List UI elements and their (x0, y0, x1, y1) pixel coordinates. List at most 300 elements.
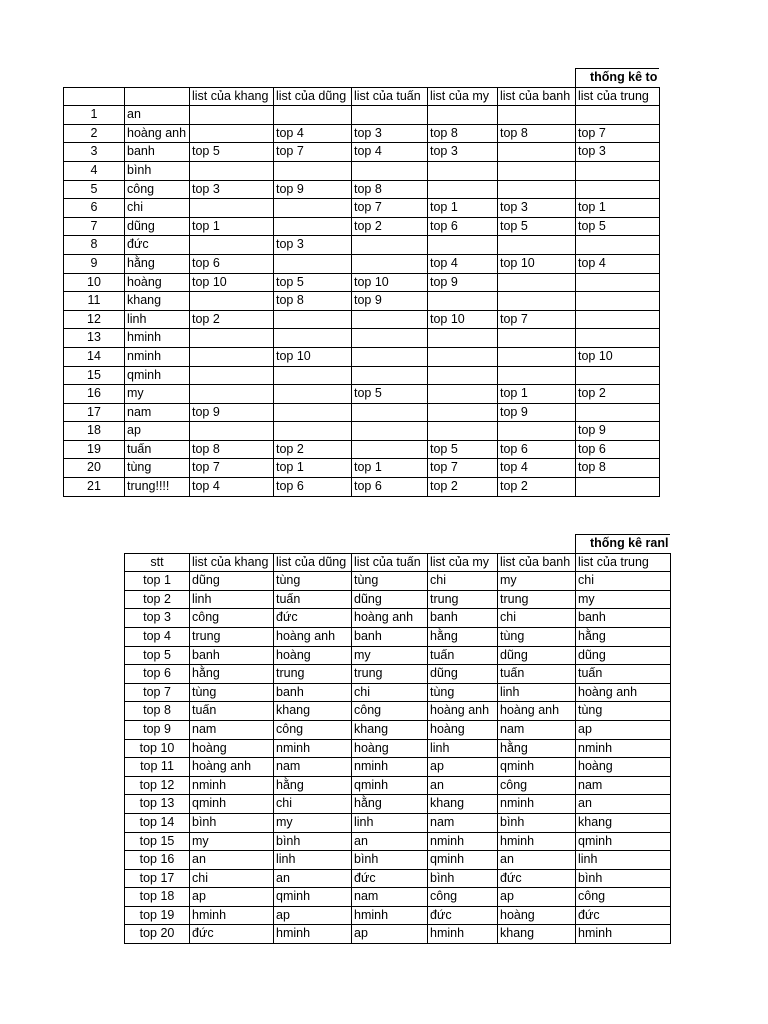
ranked-name: bình (428, 869, 498, 888)
person-name: bình (125, 161, 190, 180)
rank-label: top 12 (125, 776, 190, 795)
table-row (64, 385, 660, 404)
ranked-name: trung (274, 665, 352, 684)
rank-cell (274, 254, 352, 273)
row-number: 18 (64, 422, 125, 441)
rank-label: top 4 (125, 627, 190, 646)
rank-cell (352, 329, 428, 348)
ranked-name: nam (274, 758, 352, 777)
ranked-name: trung (352, 665, 428, 684)
row-number: 9 (64, 254, 125, 273)
person-name: tuấn (125, 440, 190, 459)
ranked-name: đức (428, 906, 498, 925)
ranking-table (124, 534, 671, 944)
rank-cell (576, 329, 660, 348)
ranked-name: hoàng (352, 739, 428, 758)
rank-cell (498, 366, 576, 385)
column-header: list của tuấn (352, 553, 428, 572)
ranked-name: ap (576, 720, 671, 739)
ranked-name: công (274, 720, 352, 739)
rank-label: top 8 (125, 702, 190, 721)
blank-cell (64, 69, 125, 88)
row-number: 2 (64, 124, 125, 143)
rank-label: top 6 (125, 665, 190, 684)
ranked-name: đức (576, 906, 671, 925)
rank-cell: top 7 (428, 459, 498, 478)
ranked-name: hoàng anh (274, 627, 352, 646)
ranked-name: hằng (190, 665, 274, 684)
ranked-name: bình (352, 851, 428, 870)
column-header: list của trung (576, 553, 671, 572)
table-row (64, 310, 660, 329)
rank-cell (190, 422, 274, 441)
blank-cell (274, 535, 352, 554)
row-number: 7 (64, 217, 125, 236)
rank-cell (190, 106, 274, 125)
rank-cell: top 2 (274, 440, 352, 459)
ranked-name: tùng (576, 702, 671, 721)
rank-label: top 1 (125, 572, 190, 591)
ranked-name: dũng (352, 590, 428, 609)
ranked-name: khang (576, 813, 671, 832)
rank-cell (576, 273, 660, 292)
ranked-name: ap (352, 925, 428, 944)
ranked-name: linh (428, 739, 498, 758)
row-number: 17 (64, 403, 125, 422)
person-name: hằng (125, 254, 190, 273)
column-header (125, 87, 190, 106)
person-name: hoàng anh (125, 124, 190, 143)
rank-cell (428, 403, 498, 422)
blank-cell (352, 69, 428, 88)
ranked-name: an (576, 795, 671, 814)
row-number: 6 (64, 199, 125, 218)
rank-label: top 11 (125, 758, 190, 777)
table-row (125, 609, 671, 628)
rank-cell (190, 366, 274, 385)
ranked-name: công (576, 888, 671, 907)
row-number: 11 (64, 292, 125, 311)
ranked-name: chi (274, 795, 352, 814)
rank-cell (190, 292, 274, 311)
row-number: 10 (64, 273, 125, 292)
rank-cell (352, 347, 428, 366)
rank-cell: top 4 (274, 124, 352, 143)
table-row (125, 590, 671, 609)
row-number: 14 (64, 347, 125, 366)
column-header: list của trung (576, 87, 660, 106)
ranked-name: linh (190, 590, 274, 609)
table-row (64, 124, 660, 143)
ranked-name: qminh (352, 776, 428, 795)
rank-cell (274, 422, 352, 441)
table-row (125, 720, 671, 739)
rank-cell: top 2 (190, 310, 274, 329)
row-number: 5 (64, 180, 125, 199)
ranked-name: nam (428, 813, 498, 832)
rank-cell: top 8 (190, 440, 274, 459)
ranked-name: nam (576, 776, 671, 795)
table-row (125, 925, 671, 944)
table-row (125, 683, 671, 702)
ranked-name: đức (274, 609, 352, 628)
ranked-name: khang (274, 702, 352, 721)
row-number: 1 (64, 106, 125, 125)
ranked-name: công (190, 609, 274, 628)
rank-cell (498, 180, 576, 199)
ranked-name: tuấn (274, 590, 352, 609)
ranked-name: ap (498, 888, 576, 907)
rank-cell: top 10 (274, 347, 352, 366)
header-row (64, 87, 660, 106)
ranked-name: nminh (498, 795, 576, 814)
ranked-name: hoàng anh (498, 702, 576, 721)
ranked-name: bình (576, 869, 671, 888)
ranked-name: chi (352, 683, 428, 702)
blank-cell (125, 69, 190, 88)
table-row (64, 143, 660, 162)
rank-cell (190, 236, 274, 255)
ranked-name: my (352, 646, 428, 665)
person-name: banh (125, 143, 190, 162)
rank-cell: top 9 (190, 403, 274, 422)
person-name: an (125, 106, 190, 125)
blank-cell (498, 69, 576, 88)
rank-cell: top 7 (576, 124, 660, 143)
table-row (125, 665, 671, 684)
rank-cell (576, 403, 660, 422)
rank-cell: top 5 (274, 273, 352, 292)
rank-cell: top 5 (190, 143, 274, 162)
rank-cell (352, 161, 428, 180)
rank-cell (428, 366, 498, 385)
ranked-name: linh (498, 683, 576, 702)
table-row (125, 646, 671, 665)
rank-cell (274, 366, 352, 385)
row-number: 19 (64, 440, 125, 459)
table-row (125, 813, 671, 832)
ranked-name: tùng (498, 627, 576, 646)
column-header: list của banh (498, 553, 576, 572)
rank-label: top 19 (125, 906, 190, 925)
rank-cell: top 10 (352, 273, 428, 292)
rank-cell: top 2 (428, 478, 498, 497)
table-row (64, 459, 660, 478)
ranked-name: linh (352, 813, 428, 832)
rank-cell (576, 366, 660, 385)
table-row (64, 236, 660, 255)
table-row (125, 795, 671, 814)
ranked-name: my (190, 832, 274, 851)
ranked-name: dũng (498, 646, 576, 665)
ranked-name: chi (498, 609, 576, 628)
person-name: khang (125, 292, 190, 311)
ranked-name: hminh (576, 925, 671, 944)
ranked-name: nam (352, 888, 428, 907)
ranked-name: banh (190, 646, 274, 665)
rank-cell (498, 292, 576, 311)
rank-cell: top 5 (352, 385, 428, 404)
rank-cell (428, 385, 498, 404)
rank-label: top 17 (125, 869, 190, 888)
column-header: stt (125, 553, 190, 572)
title-row (125, 535, 671, 554)
rank-cell (428, 236, 498, 255)
ranked-name: linh (576, 851, 671, 870)
rank-cell: top 9 (576, 422, 660, 441)
rank-cell: top 10 (428, 310, 498, 329)
person-name: tùng (125, 459, 190, 478)
ranked-name: chi (190, 869, 274, 888)
rank-cell (274, 161, 352, 180)
blank-cell (190, 535, 274, 554)
rank-cell: top 4 (190, 478, 274, 497)
title-row (64, 69, 660, 88)
rank-cell (428, 106, 498, 125)
rank-cell: top 4 (576, 254, 660, 273)
rank-cell: top 3 (498, 199, 576, 218)
ranked-name: tùng (428, 683, 498, 702)
table-row (125, 758, 671, 777)
ranked-name: qminh (576, 832, 671, 851)
rank-cell: top 5 (498, 217, 576, 236)
rank-cell (352, 440, 428, 459)
row-number: 15 (64, 366, 125, 385)
rank-cell (498, 106, 576, 125)
rank-cell (576, 180, 660, 199)
rank-cell: top 1 (352, 459, 428, 478)
rank-cell: top 6 (498, 440, 576, 459)
rank-cell (274, 310, 352, 329)
rank-cell: top 9 (428, 273, 498, 292)
row-number: 16 (64, 385, 125, 404)
ranked-name: hoàng (428, 720, 498, 739)
rank-cell: top 8 (498, 124, 576, 143)
rank-cell (190, 199, 274, 218)
table-row (64, 180, 660, 199)
rank-cell: top 7 (190, 459, 274, 478)
ranked-name: hminh (274, 925, 352, 944)
table-row (64, 422, 660, 441)
rank-label: top 14 (125, 813, 190, 832)
person-name: ap (125, 422, 190, 441)
rank-label: top 18 (125, 888, 190, 907)
rank-cell: top 3 (576, 143, 660, 162)
rank-cell (352, 422, 428, 441)
ranked-name: khang (352, 720, 428, 739)
person-name: my (125, 385, 190, 404)
ranked-name: banh (274, 683, 352, 702)
rank-label: top 9 (125, 720, 190, 739)
person-name: dũng (125, 217, 190, 236)
rank-label: top 3 (125, 609, 190, 628)
ranked-name: hoàng anh (428, 702, 498, 721)
ranked-name: dũng (190, 572, 274, 591)
rank-cell (352, 106, 428, 125)
rank-cell (352, 254, 428, 273)
ranked-name: banh (428, 609, 498, 628)
rank-cell: top 8 (274, 292, 352, 311)
rank-cell: top 6 (352, 478, 428, 497)
rank-cell: top 6 (576, 440, 660, 459)
rank-cell: top 8 (576, 459, 660, 478)
ranked-name: trung (190, 627, 274, 646)
rank-cell (498, 329, 576, 348)
rank-cell: top 5 (428, 440, 498, 459)
ranked-name: dũng (428, 665, 498, 684)
ranked-name: hminh (428, 925, 498, 944)
row-number: 12 (64, 310, 125, 329)
rank-label: top 7 (125, 683, 190, 702)
ranked-name: nam (190, 720, 274, 739)
ranked-name: hminh (352, 906, 428, 925)
ranked-name: công (498, 776, 576, 795)
rank-cell: top 8 (352, 180, 428, 199)
ranked-name: nminh (190, 776, 274, 795)
ranked-name: hoàng anh (352, 609, 428, 628)
rank-cell (352, 366, 428, 385)
column-header: list của dũng (274, 87, 352, 106)
ranked-name: nam (498, 720, 576, 739)
table-row (64, 199, 660, 218)
rank-cell (576, 161, 660, 180)
table-row (125, 869, 671, 888)
ranked-name: công (352, 702, 428, 721)
ranked-name: an (190, 851, 274, 870)
ranked-name: hoàng (576, 758, 671, 777)
rank-cell (428, 292, 498, 311)
rank-cell (498, 347, 576, 366)
row-number: 8 (64, 236, 125, 255)
table-row (64, 366, 660, 385)
rank-cell: top 3 (352, 124, 428, 143)
rank-label: top 16 (125, 851, 190, 870)
rank-cell: top 4 (498, 459, 576, 478)
table-row (64, 254, 660, 273)
rank-cell: top 2 (576, 385, 660, 404)
rank-cell: top 5 (576, 217, 660, 236)
rank-label: top 2 (125, 590, 190, 609)
rank-cell: top 9 (498, 403, 576, 422)
rank-label: top 15 (125, 832, 190, 851)
table-row (64, 403, 660, 422)
rank-cell (576, 106, 660, 125)
rank-cell: top 2 (498, 478, 576, 497)
person-name: hoàng (125, 273, 190, 292)
ranked-name: tuấn (428, 646, 498, 665)
table-row (64, 478, 660, 497)
table-row (125, 702, 671, 721)
rank-label: top 13 (125, 795, 190, 814)
rank-cell: top 6 (190, 254, 274, 273)
ranked-name: dũng (576, 646, 671, 665)
rank-cell: top 6 (274, 478, 352, 497)
ranked-name: hằng (274, 776, 352, 795)
ranked-name: my (274, 813, 352, 832)
rank-cell: top 3 (428, 143, 498, 162)
ranked-name: qminh (190, 795, 274, 814)
rank-cell (274, 217, 352, 236)
row-number: 3 (64, 143, 125, 162)
column-header: list của khang (190, 87, 274, 106)
table-row (125, 739, 671, 758)
ranked-name: banh (352, 627, 428, 646)
table-title: thống kê to (576, 69, 660, 88)
rank-cell (190, 385, 274, 404)
rank-cell: top 9 (352, 292, 428, 311)
row-number: 4 (64, 161, 125, 180)
ranked-name: bình (498, 813, 576, 832)
rank-cell: top 1 (190, 217, 274, 236)
column-header: list của my (428, 553, 498, 572)
person-name: nminh (125, 347, 190, 366)
rank-cell: top 7 (274, 143, 352, 162)
ranked-name: khang (498, 925, 576, 944)
table-row (64, 329, 660, 348)
person-name: công (125, 180, 190, 199)
rank-cell (498, 236, 576, 255)
rank-cell: top 4 (352, 143, 428, 162)
table-row (125, 888, 671, 907)
rank-cell (274, 385, 352, 404)
ranked-name: hminh (190, 906, 274, 925)
ranked-name: hằng (576, 627, 671, 646)
ranked-name: công (428, 888, 498, 907)
ranked-name: bình (190, 813, 274, 832)
ranked-name: nminh (576, 739, 671, 758)
header-row (125, 553, 671, 572)
rank-cell: top 1 (428, 199, 498, 218)
blank-cell (274, 69, 352, 88)
column-header: list của tuấn (352, 87, 428, 106)
row-number: 13 (64, 329, 125, 348)
rank-cell (428, 422, 498, 441)
ranked-name: my (498, 572, 576, 591)
ranked-name: an (274, 869, 352, 888)
rank-cell: top 7 (352, 199, 428, 218)
ranked-name: qminh (274, 888, 352, 907)
ranked-name: chi (576, 572, 671, 591)
column-header: list của khang (190, 553, 274, 572)
ranked-name: banh (576, 609, 671, 628)
rank-cell (190, 347, 274, 366)
rank-cell (352, 403, 428, 422)
rank-cell: top 4 (428, 254, 498, 273)
table-row (125, 627, 671, 646)
ranked-name: trung (498, 590, 576, 609)
blank-cell (190, 69, 274, 88)
table-row (125, 832, 671, 851)
ranked-name: an (498, 851, 576, 870)
rank-label: top 5 (125, 646, 190, 665)
rank-cell (428, 347, 498, 366)
rank-cell: top 10 (576, 347, 660, 366)
ranked-name: ap (428, 758, 498, 777)
ranked-name: an (352, 832, 428, 851)
rank-cell: top 3 (274, 236, 352, 255)
ranked-name: my (576, 590, 671, 609)
table-row (125, 572, 671, 591)
rank-cell: top 10 (190, 273, 274, 292)
ranked-name: tuấn (498, 665, 576, 684)
row-number: 21 (64, 478, 125, 497)
rank-cell: top 1 (498, 385, 576, 404)
person-name: qminh (125, 366, 190, 385)
ranked-name: nminh (428, 832, 498, 851)
rank-cell (190, 124, 274, 143)
rank-cell (498, 161, 576, 180)
rank-cell (576, 292, 660, 311)
